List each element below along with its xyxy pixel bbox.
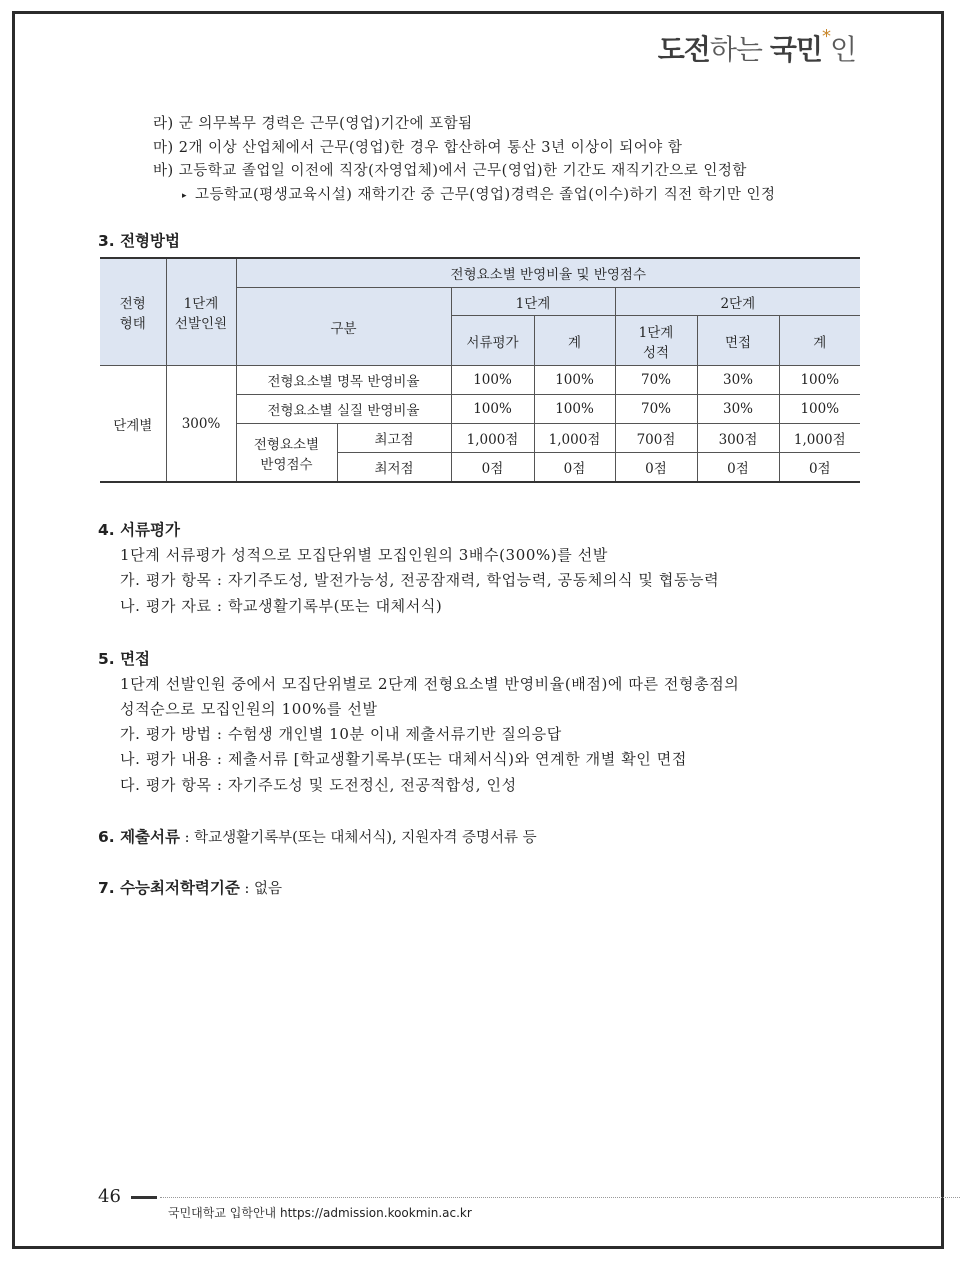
- body-line: 가. 평가 방법 : 수험생 개인별 10분 이내 제출서류기반 질의응답: [120, 725, 562, 743]
- table-cell: 0점: [779, 453, 860, 483]
- table-cell: 700점: [615, 424, 697, 453]
- table-cell: 100%: [534, 366, 615, 395]
- body-line: 성적순으로 모집인원의 100%를 선발: [120, 700, 378, 718]
- section-title-interview: 5. 면접: [98, 650, 151, 668]
- header-sum1: 계: [534, 316, 615, 366]
- table-cell: 100%: [451, 395, 534, 424]
- table-cell: 30%: [697, 395, 779, 424]
- table-cell: 100%: [779, 366, 860, 395]
- selection-method-table: [100, 257, 860, 483]
- cell-selection: 300%: [166, 366, 236, 483]
- table-cell: 100%: [779, 395, 860, 424]
- cell-type: 단계별: [100, 366, 166, 483]
- table-cell: 0점: [615, 453, 697, 483]
- row-label: 전형요소별 명목 반영비율: [236, 366, 451, 395]
- body-line: 가. 평가 항목 : 자기주도성, 발전가능성, 전공잠재력, 학업능력, 공동체의식 및 협동능력: [120, 571, 720, 589]
- header-interview: 면접: [697, 316, 779, 366]
- footer-text: 국민대학교 입학안내 https://admission.kookmin.ac.kr: [168, 1206, 472, 1220]
- table-cell: 0점: [451, 453, 534, 483]
- row-sublabel: 최저점: [337, 453, 451, 483]
- note-line: 마) 2개 이상 산업체에서 근무(영업)한 경우 합산하여 통산 3년 이상이 되어야 함: [153, 140, 683, 156]
- note-line: 라) 군 의무복무 경력은 근무(영업)기간에 포함됨: [153, 116, 473, 132]
- note-line: 바) 고등학교 졸업일 이전에 직장(자영업체)에서 근무(영업)한 기간도 재직기간으로 인정함: [153, 163, 747, 179]
- table-cell: 1,000점: [534, 424, 615, 453]
- row-label: 전형요소별 실질 반영비율: [236, 395, 451, 424]
- footer-dotted-rule: [160, 1197, 960, 1198]
- footer-rule: [131, 1196, 157, 1199]
- header-sum2: 계: [779, 316, 860, 366]
- header-main: 전형요소별 반영비율 및 반영점수: [236, 258, 860, 288]
- table-cell: 70%: [615, 395, 697, 424]
- header-document-eval: 서류평가: [451, 316, 534, 366]
- table-cell: 100%: [534, 395, 615, 424]
- header-logo: 도전하는 국민*인: [657, 26, 856, 66]
- header-gubun: 구분: [236, 288, 451, 366]
- table-row: [100, 366, 860, 395]
- body-line: 1단계 선발인원 중에서 모집단위별로 2단계 전형요소별 반영비율(배점)에 따른 전형총점의: [120, 675, 740, 693]
- table-cell: 70%: [615, 366, 697, 395]
- note-sub-line: ▸ 고등학교(평생교육시설) 재학기간 중 근무(영업)경력은 졸업(이수)하기 직전 학기만 인정: [182, 187, 776, 203]
- table-cell: 300점: [697, 424, 779, 453]
- header-stage2: 2단계: [615, 288, 860, 316]
- section-title-method: 3. 전형방법: [98, 232, 180, 250]
- table-cell: 0점: [697, 453, 779, 483]
- section-submission-docs: 6. 제출서류 : 학교생활기록부(또는 대체서식), 지원자격 증명서류 등: [98, 828, 537, 846]
- page-number: 46: [98, 1186, 121, 1207]
- section-title-document-eval: 4. 서류평가: [98, 521, 180, 539]
- triangle-bullet-icon: ▸: [182, 191, 188, 201]
- body-line: 나. 평가 내용 : 제출서류 [학교생활기록부(또는 대체서식)와 연계한 개별 확인 면접: [120, 750, 687, 768]
- row-label-score: 전형요소별 반영점수: [236, 424, 337, 483]
- section-min-csat: 7. 수능최저학력기준 : 없음: [98, 879, 282, 897]
- table-cell: 1,000점: [451, 424, 534, 453]
- star-icon: *: [821, 26, 830, 47]
- body-line: 나. 평가 자료 : 학교생활기록부(또는 대체서식): [120, 597, 443, 615]
- table-cell: 30%: [697, 366, 779, 395]
- body-line: 1단계 서류평가 성적으로 모집단위별 모집인원의 3배수(300%)를 선발: [120, 546, 608, 564]
- body-line: 다. 평가 항목 : 자기주도성 및 도전정신, 전공적합성, 인성: [120, 776, 517, 794]
- header-stage1-score: 1단계 성적: [615, 316, 697, 366]
- header-stage1: 1단계: [451, 288, 615, 316]
- row-sublabel: 최고점: [337, 424, 451, 453]
- table-cell: 1,000점: [779, 424, 860, 453]
- header-type: 전형 형태: [100, 258, 166, 366]
- table-cell: 0점: [534, 453, 615, 483]
- table-cell: 100%: [451, 366, 534, 395]
- header-selection-count: 1단계 선발인원: [166, 258, 236, 366]
